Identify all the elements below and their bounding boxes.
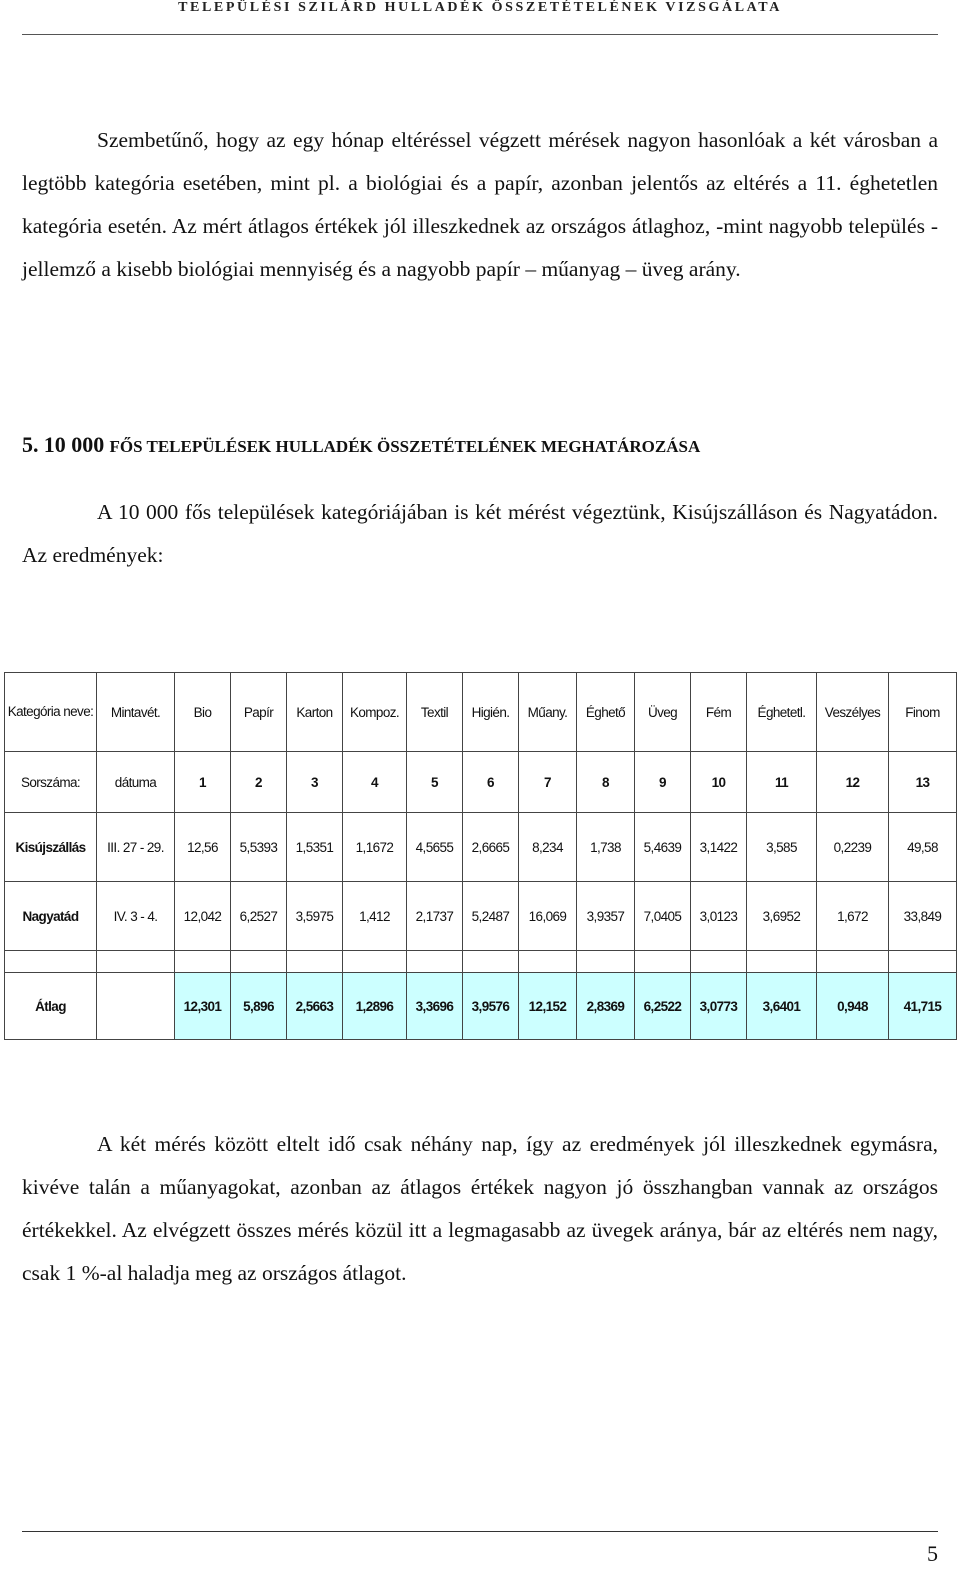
column-number: 2 <box>231 752 287 813</box>
table-row <box>5 813 957 882</box>
spacer-cell <box>231 951 287 973</box>
row-value: 6,2527 <box>231 882 287 951</box>
running-header: TELEPÜLÉSI SZILÁRD HULLADÉK ÖSSZETÉTELÉNEK VIZSGÁLATA <box>178 0 782 15</box>
column-number: 1 <box>175 752 231 813</box>
row-value: 1,412 <box>343 882 407 951</box>
row-value: 2,6665 <box>463 813 519 882</box>
table-header-row <box>5 673 957 752</box>
column-number: 12 <box>817 752 889 813</box>
column-number: Sorszáma: <box>5 752 97 813</box>
closing-paragraph: A két mérés között eltelt idő csak néhány nap, így az eredmények jól illeszkednek egymásra, kivéve talán a műanyagokat, azonban az átlagos értékek nagyon jó összhangban vannak az országos értékekkel. Az elvégzett összes mérés közül itt a legmagasabb az üvegek aránya, bár az eltérés nem nagy, csak 1 %-al haladja meg az országos átlagot. <box>22 1132 938 1285</box>
intro-paragraph: Szembetűnő, hogy az egy hónap eltéréssel végzett mérések nagyon hasonlóak a két városban a legtöbb kategória esetében, mint pl. a biológiai és a papír, azonban jelentős az eltérés a 11. éghetetlen kategória esetén. Az mért átlagos értékek jól illeszkednek az országos átlaghoz, -mint nagyobb település - jellemző a kisebb biológiai mennyiség és a nagyobb papír – műanyag – üveg arány. <box>22 128 938 281</box>
row-value: 4,5655 <box>407 813 463 882</box>
spacer-cell <box>889 951 957 973</box>
column-number: 10 <box>691 752 747 813</box>
header-rule <box>22 34 938 35</box>
column-header: Éghető <box>577 673 635 752</box>
section-paragraph: A 10 000 fős települések kategóriájában is két mérést végeztünk, Kisújszálláson és Nagyatádon. Az eredmények: <box>22 500 938 567</box>
column-number: 7 <box>519 752 577 813</box>
spacer-cell <box>519 951 577 973</box>
table-average-row <box>5 973 957 1040</box>
row-location: Kisújszállás <box>5 813 97 882</box>
spacer-cell <box>691 951 747 973</box>
table-number-row <box>5 752 957 813</box>
average-value: 3,3696 <box>407 973 463 1040</box>
average-value: 3,6401 <box>747 973 817 1040</box>
row-value: 1,1672 <box>343 813 407 882</box>
average-value: 12,301 <box>175 973 231 1040</box>
column-header: Mintavét. <box>97 673 175 752</box>
row-value: 5,5393 <box>231 813 287 882</box>
column-header: Finom <box>889 673 957 752</box>
row-value: 3,1422 <box>691 813 747 882</box>
spacer-cell <box>407 951 463 973</box>
row-value: 0,2239 <box>817 813 889 882</box>
average-value: 41,715 <box>889 973 957 1040</box>
spacer-cell <box>635 951 691 973</box>
section-title-number: 10 000 <box>43 432 105 457</box>
row-value: 2,1737 <box>407 882 463 951</box>
column-header: Bio <box>175 673 231 752</box>
column-header: Kategória neve: <box>5 673 97 752</box>
row-location: Nagyatád <box>5 882 97 951</box>
row-value: 1,672 <box>817 882 889 951</box>
column-number: 6 <box>463 752 519 813</box>
table-row <box>5 882 957 951</box>
row-value: 12,56 <box>175 813 231 882</box>
row-value: 1,738 <box>577 813 635 882</box>
row-value: 5,2487 <box>463 882 519 951</box>
average-date <box>97 973 175 1040</box>
average-label: Átlag <box>5 973 97 1040</box>
row-value: 49,58 <box>889 813 957 882</box>
row-date: IV. 3 - 4. <box>97 882 175 951</box>
average-value: 3,0773 <box>691 973 747 1040</box>
column-header: Üveg <box>635 673 691 752</box>
section-title: FŐS TELEPÜLÉSEK HULLADÉK ÖSSZETÉTELÉNEK MEGHATÁROZÁSA <box>109 437 701 456</box>
spacer-cell <box>577 951 635 973</box>
footer-rule <box>22 1531 938 1532</box>
column-header: Műany. <box>519 673 577 752</box>
column-header: Éghetetl. <box>747 673 817 752</box>
column-number: 8 <box>577 752 635 813</box>
column-header: Kompoz. <box>343 673 407 752</box>
column-header: Higién. <box>463 673 519 752</box>
column-number: 11 <box>747 752 817 813</box>
column-number: 3 <box>287 752 343 813</box>
column-header: Papír <box>231 673 287 752</box>
row-value: 33,849 <box>889 882 957 951</box>
column-number: 4 <box>343 752 407 813</box>
row-value: 5,4639 <box>635 813 691 882</box>
row-value: 3,0123 <box>691 882 747 951</box>
column-number: 9 <box>635 752 691 813</box>
section-heading <box>22 425 700 467</box>
row-value: 16,069 <box>519 882 577 951</box>
spacer-cell <box>817 951 889 973</box>
spacer-cell <box>5 951 97 973</box>
row-date: III. 27 - 29. <box>97 813 175 882</box>
column-number: 5 <box>407 752 463 813</box>
row-value: 7,0405 <box>635 882 691 951</box>
spacer-cell <box>175 951 231 973</box>
row-value: 12,042 <box>175 882 231 951</box>
column-number: dátuma <box>97 752 175 813</box>
spacer-cell <box>97 951 175 973</box>
page-number: 5 <box>927 1541 938 1566</box>
row-value: 3,585 <box>747 813 817 882</box>
row-value: 8,234 <box>519 813 577 882</box>
column-header: Textil <box>407 673 463 752</box>
column-header: Karton <box>287 673 343 752</box>
spacer-cell <box>343 951 407 973</box>
average-value: 5,896 <box>231 973 287 1040</box>
column-number: 13 <box>889 752 957 813</box>
average-value: 2,5663 <box>287 973 343 1040</box>
row-value: 3,6952 <box>747 882 817 951</box>
average-value: 6,2522 <box>635 973 691 1040</box>
table-body <box>5 673 957 1040</box>
average-value: 1,2896 <box>343 973 407 1040</box>
row-value: 3,5975 <box>287 882 343 951</box>
spacer-cell <box>747 951 817 973</box>
average-value: 3,9576 <box>463 973 519 1040</box>
average-value: 12,152 <box>519 973 577 1040</box>
spacer-cell <box>463 951 519 973</box>
section-number: 5. <box>22 432 39 457</box>
row-value: 1,5351 <box>287 813 343 882</box>
table-spacer-row <box>5 951 957 973</box>
average-value: 0,948 <box>817 973 889 1040</box>
column-header: Veszélyes <box>817 673 889 752</box>
average-value: 2,8369 <box>577 973 635 1040</box>
row-value: 3,9357 <box>577 882 635 951</box>
spacer-cell <box>287 951 343 973</box>
column-header: Fém <box>691 673 747 752</box>
results-table <box>4 672 957 1040</box>
